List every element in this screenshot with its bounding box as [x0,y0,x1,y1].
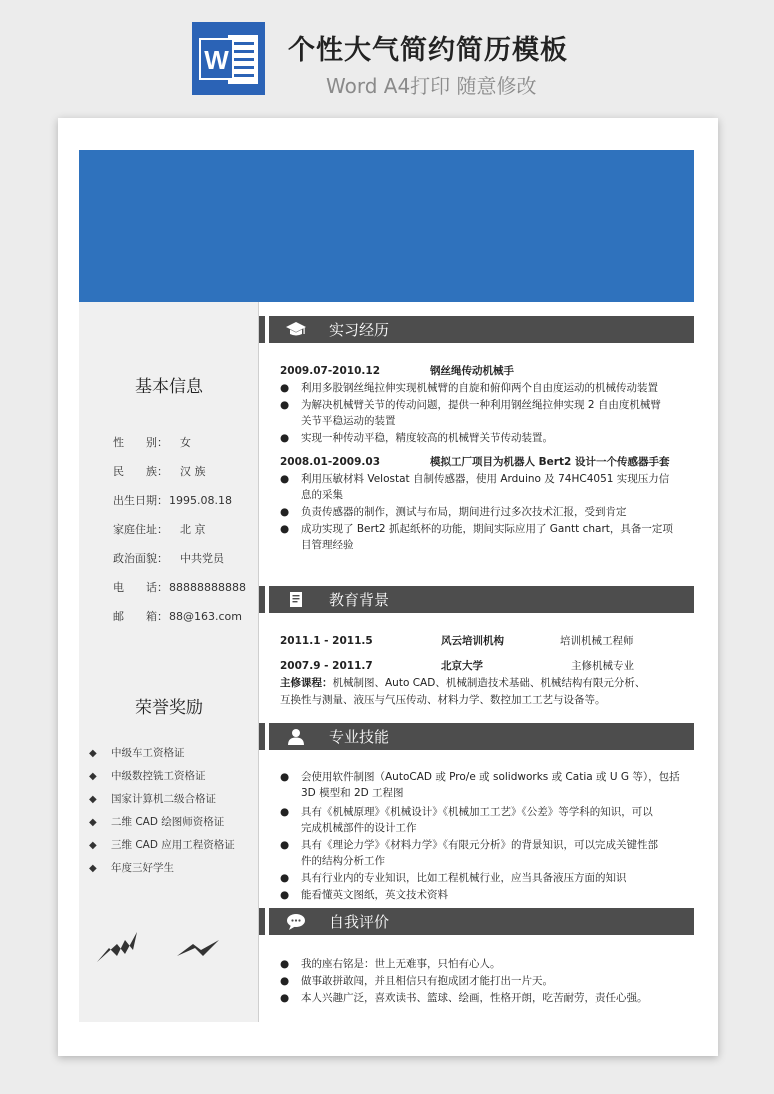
bullet-dot-icon: ● [280,771,290,783]
courses-line: 主修课程：机械制图、Auto CAD、机械制造技术基础、机械结构有限元分析、 [280,677,646,689]
person-icon [286,728,306,745]
edu-major: 主修机械专业 [571,660,634,672]
info-gender [113,434,191,450]
job-period: 2009.07-2010.12 [280,365,381,377]
bullet-dot-icon: ● [280,806,290,818]
job-bullet: ● 负责传感器的制作，测试与布局，期间进行过多次技术汇报，受到肯定 [280,506,627,518]
info-value: 88@163.com [169,610,242,623]
self-eval-bullet: ● 做事敢拼敢闯，并且相信只有抱成团才能打出一片天。 [280,975,553,987]
bullet-dot-icon: ● [280,958,290,970]
info-political [113,550,224,566]
section-title: 实习经历 [329,321,390,339]
skill-bullet: ● 具有行业内的专业知识，比如工程机械行业，应当具备液压方面的知识 [280,872,627,884]
edu-school: 风云培训机构 [441,635,504,647]
honors-title: 荣誉奖励 [135,698,203,718]
self-eval-bullet: ● 我的座右铭是：世上无难事，只怕有心人。 [280,958,501,970]
info-ethnicity [113,463,206,479]
bullet-dot-icon: ● [280,872,290,884]
section-title: 专业技能 [329,728,390,746]
honor-item [89,837,235,852]
promo-header [0,0,774,118]
honor-text: 三维 CAD 应用工程资格证 [111,839,235,851]
info-value: 北 京 [169,523,206,536]
honor-text: 中级车工资格证 [111,747,185,759]
diamond-bullet-icon: ◆ [89,771,97,782]
job-bullet: ● 利用压敏材料 Velostat 自制传感器，使用 Arduino 及 74HC4051 实现压力信 息的采集 [280,473,670,501]
bullet-dot-icon: ● [280,382,290,394]
graduation-cap-icon [286,321,306,338]
honor-text: 中级数控铣工资格证 [111,770,206,782]
skill-bullet: ● 具有《理论力学》《材料力学》《有限元分析》的背景知识，可以完成关键性部 件的结构分析工作 [280,839,658,867]
edu-major: 培训机械工程师 [560,635,634,647]
bullet-dot-icon: ● [280,473,290,485]
chat-bubble-icon [286,913,306,930]
edu-period: 2011.1 - 2011.5 [280,635,373,647]
info-value: 88888888888 [169,581,246,594]
word-logo-letter: W [204,45,229,75]
diamond-bullet-icon: ◆ [89,840,97,851]
section-header-education [259,586,694,613]
info-value: 女 [169,436,191,449]
honor-text: 国家计算机二级合格证 [111,793,216,805]
info-label: 政治面貌： [113,552,168,565]
honor-item [89,745,185,760]
diamond-bullet-icon: ◆ [89,794,97,805]
promo-title: 个性大气简约简历模板 [288,35,568,66]
info-value: 汉 族 [169,465,206,478]
info-email [113,608,242,624]
skill-bullet: ● 会使用软件制图（AutoCAD 或 Pro/e 或 solidworks 或 Catia 或 U G 等），包括 3D 模型和 2D 工程图 [280,771,680,799]
bullet-dot-icon: ● [280,523,290,535]
bird-decoration-icon [95,922,235,967]
job-bullet: ● 利用多股钢丝绳拉伸实现机械臂的自旋和俯仰两个自由度运动的机械传动装置 [280,382,658,394]
job-bullet: ● 实现一种传动平稳，精度较高的机械臂关节传动装置。 [280,432,553,444]
basic-info-title: 基本信息 [135,377,203,397]
honor-item [89,860,174,875]
info-label: 家庭住址： [113,523,168,536]
honor-item [89,768,206,783]
job-role: 模拟工厂项目为机器人 Bert2 设计一个传感器手套 [430,456,670,468]
honor-item [89,814,224,829]
courses-label: 主修课程： [280,677,333,689]
info-phone [113,579,246,595]
word-logo-icon [192,22,265,95]
honor-text: 年度三好学生 [111,862,174,874]
job-bullet: ● 为解决机械臂关节的传动问题，提供一种利用钢丝绳拉伸实现 2 自由度机械臂 关节平稳运动的装置 [280,399,661,427]
header-banner [79,150,694,302]
job-period: 2008.01-2009.03 [280,456,381,468]
courses-line: 互换性与测量、液压与气压传动、材料力学、数控加工工艺与设备等。 [280,694,606,706]
bullet-dot-icon: ● [280,992,290,1004]
promo-subtitle: Word A4打印 随意修改 [326,74,537,98]
bullet-dot-icon: ● [280,506,290,518]
skill-bullet: ● 具有《机械原理》《机械设计》《机械加工工艺》《公差》等学科的知识，可以 完成机械部件的设计工作 [280,806,653,834]
bullet-dot-icon: ● [280,975,290,987]
info-value: 1995.08.18 [169,494,232,507]
honor-text: 二维 CAD 绘图师资格证 [111,816,225,828]
resume-page [58,118,718,1056]
job-bullet: ● 成功实现了 Bert2 抓起纸杯的功能，期间实际应用了 Gantt chart，具备一定项 目管理经验 [280,523,673,551]
self-eval-bullet: ● 本人兴趣广泛，喜欢读书、篮球、绘画，性格开朗，吃苦耐劳，责任心强。 [280,992,648,1004]
bullet-dot-icon: ● [280,889,290,901]
bullet-dot-icon: ● [280,432,290,444]
honor-item [89,791,216,806]
section-title: 自我评价 [329,913,390,931]
skill-bullet: ● 能看懂英文图纸，英文技术资料 [280,889,448,901]
info-label: 邮 箱： [113,610,168,623]
section-header-internship [259,316,694,343]
book-icon [286,591,306,608]
bullet-dot-icon: ● [280,399,290,411]
info-address [113,521,206,537]
edu-period: 2007.9 - 2011.7 [280,660,373,672]
info-label: 民 族： [113,465,168,478]
info-label: 性 别： [113,436,168,449]
diamond-bullet-icon: ◆ [89,817,97,828]
info-label: 电 话： [113,581,168,594]
info-birthdate [113,492,232,508]
edu-school: 北京大学 [441,660,483,672]
sidebar [79,302,259,1022]
job-role: 钢丝绳传动机械手 [430,365,514,377]
diamond-bullet-icon: ◆ [89,748,97,759]
info-label: 出生日期： [113,494,168,507]
section-header-skills [259,723,694,750]
section-header-self-eval [259,908,694,935]
diamond-bullet-icon: ◆ [89,863,97,874]
bullet-dot-icon: ● [280,839,290,851]
info-value: 中共党员 [169,552,224,565]
section-title: 教育背景 [329,591,390,609]
